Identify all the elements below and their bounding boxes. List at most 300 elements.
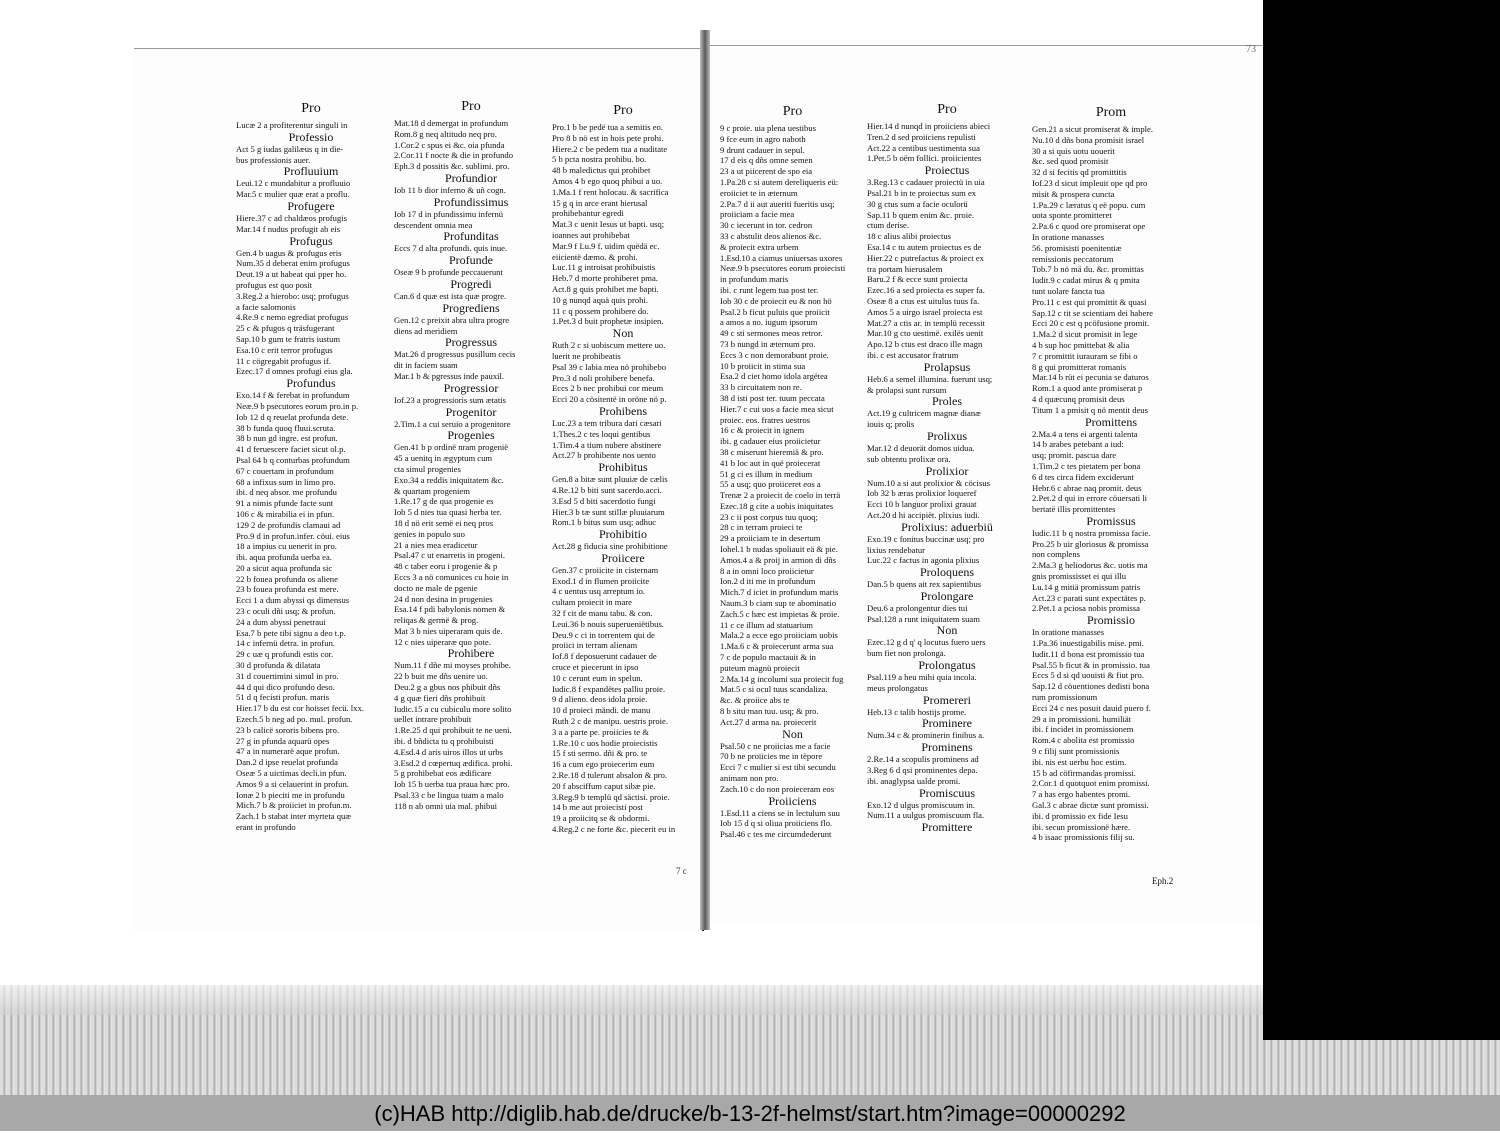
concordance-line: 2.Pa.6 c quod ore promiserat ope [1032, 221, 1146, 232]
concordance-line: a facie salomonis [236, 301, 296, 312]
concordance-line: 1.Pet.5 b oëm follici. proiicientes [867, 153, 982, 164]
concordance-line: 4.Esd.4 d aris uiros illos ut urbs [394, 746, 503, 757]
concordance-line: Psal.2 b ficut puluis que proiicit [720, 306, 830, 317]
concordance-line: 14 b me aut proiecisti post [552, 802, 643, 813]
concordance-line: Hiere.2 c be pedem tua a nuditate [552, 143, 668, 154]
concordance-line: ibi. d promissio ex fide Iesu [1032, 810, 1128, 821]
concordance-line: Gen.8 a bitæ sunt pluuiæ de cælis [552, 474, 668, 485]
concordance-line: Act 5 g iudas galilæus q in die- [236, 143, 344, 154]
concordance-line: 51 g ci es illum in medium [720, 468, 813, 479]
concordance-line: Esa.10 c erit terror profugus [236, 344, 333, 355]
concordance-line: 1.Tim.2 c tes pietatem per bona [1032, 460, 1141, 471]
concordance-line: Act.8 g quis prohibet me bapti. [552, 283, 659, 294]
concordance-line: Sap.12 c tit se scientiam dei habere [1032, 307, 1153, 318]
concordance-line: 1.Pa.36 inuestigabilis mise. pmi. [1032, 638, 1144, 649]
concordance-line: usq; promit. pascua dare [1032, 450, 1117, 461]
concordance-line: 27 g in pfunda aquarü opes [236, 735, 330, 746]
entry-headword: Proiiciens [768, 793, 817, 808]
concordance-line: 3.Esd 5 d biti sacerdotio fungi [552, 495, 656, 506]
concordance-line: 2.Tim.1 a cui seruio a progenitore [394, 418, 511, 429]
concordance-line: 2.Pa.7 d ii aut aueriti fueritis usq; [720, 198, 835, 209]
concordance-line: Oseæ 9 b profunde peccauerunt [394, 267, 503, 278]
concordance-line: 51 d q fecisti profun. maris [236, 692, 330, 703]
concordance-line: Ecci 7 c mulier si est tibi secundu [720, 762, 836, 773]
entry-headword: Profluuium [283, 164, 339, 179]
concordance-line: 23 c oculi dñi usq; & profun. [236, 606, 336, 617]
concordance-line: Amos 4 b ego quoq phibui a uo. [552, 175, 663, 186]
concordance-line: Mar.14 f nudus profugit ab eis [236, 223, 341, 234]
concordance-line: Zach.10 c do non proieceram eos [720, 783, 835, 794]
concordance-line: 129 2 de profundis clamaui ad [236, 519, 341, 530]
entry-headword: Profugere [287, 198, 335, 213]
concordance-line: Deu.2 g a gbus nos phibuit dñs [394, 682, 501, 693]
concordance-line: Iob 15 b uerba tua praua hæc pro. [394, 779, 510, 790]
entry-headword: Prolixius: aduerbiü [901, 519, 993, 534]
entry-headword: Promittere [921, 820, 973, 835]
concordance-line: 3.Reg 6 d qsi prominentes depa. [867, 765, 978, 776]
concordance-line: 49 c sti sermones meos retror. [720, 328, 823, 339]
concordance-line: Act.27 b prohibente nos uento [552, 450, 656, 461]
concordance-line: 38 b nun gd ingre. est profun. [236, 433, 338, 444]
concordance-line: Gen.12 c preixit abra ultra progre [394, 314, 510, 325]
concordance-line: Deut.19 a ut habeat qui pper ho. [236, 269, 347, 280]
copyright-footer: (c)HAB http://diglib.hab.de/drucke/b-13-2f-helmst/start.htm?image=00000292 [0, 1095, 1500, 1131]
folio-mark: 73 [1246, 44, 1256, 55]
concordance-line: Iob 5 d nies tua quasi herba ter. [394, 507, 502, 518]
concordance-line: Mar.1 b & pgressus inde pauxil. [394, 370, 505, 381]
entry-headword: Prohibitio [598, 527, 647, 542]
concordance-line: 9 c proie. uia plena uestibus [720, 123, 816, 133]
concordance-line: 1.Re.17 g de qua progenie es [394, 496, 494, 507]
concordance-line: 7 c de populo mactauit & in [720, 652, 816, 663]
column-right-3 [1032, 104, 1190, 843]
concordance-line: 3.Esd.2 d cœpertuq ædifica. prohi. [394, 757, 513, 768]
concordance-line: Ecci 20 c est q pcöfusione promit. [1032, 318, 1150, 329]
concordance-line: 4 g quæ fieri dñs prohibuit [394, 692, 486, 703]
concordance-line: In oratione manasses [1032, 627, 1105, 638]
concordance-line: 7 a has ergo habentes promi. [1032, 789, 1131, 800]
concordance-line: Ruth 2 c de manipu. uestris proie. [552, 716, 668, 727]
concordance-line: 29 a in promissioni. humiliät [1032, 713, 1132, 724]
concordance-line: Hier.3 b tæ sunt stillæ pluuiarum [552, 506, 665, 517]
concordance-line: reliqas & germë & prog. [394, 615, 479, 626]
concordance-line: Pro.3 d noli prohibere benefa. [552, 372, 655, 383]
concordance-line: Mat.3 c uenit Iesus ut bapti. usq; [552, 219, 665, 230]
entry-headword: Non [612, 326, 634, 341]
concordance-line: 1.Cor.2 c spus ei &c. oia pfunda [394, 139, 505, 150]
concordance-line: &c. & proiice abs te [720, 695, 790, 706]
concordance-line: Amos 9 a si celauerint in profun. [236, 778, 349, 789]
concordance-line: 3.Reg.9 b templü qd säctisi. proie. [552, 791, 670, 802]
concordance-line: uota sponte promitteret [1032, 210, 1112, 221]
concordance-line: 23 c ii post corpus tuu quoq; [720, 511, 818, 522]
concordance-line: 33 c abstulit deos alienos &c. [720, 230, 822, 241]
concordance-line: genies in populo suo [394, 528, 465, 539]
concordance-line: ibi. f incidet in promissionem [1032, 724, 1134, 735]
entry-headword: Prolixus [926, 428, 967, 443]
concordance-line: Psal.47 c ut enarretis in progeni. [394, 550, 505, 561]
concordance-line: Num.35 d deberat enim profugus [236, 258, 350, 269]
concordance-line: Ecci 20 a cösitentë in oröne nö p. [552, 394, 667, 405]
column-heading: Pro [937, 102, 957, 117]
concordance-line: Exo.14 f & ferebat in profundum [236, 390, 350, 401]
entry-headword: Profundissimus [433, 194, 509, 209]
concordance-line: 16 a cum ego proiecerim eum [552, 759, 655, 770]
entry-headword: Promissio [1086, 613, 1135, 628]
concordance-line: ibi. nis est uerbu hoc estim. [1032, 756, 1127, 767]
concordance-line: Gal.3 c abrae dictæ sunt promissi. [1032, 800, 1149, 811]
concordance-line: Gen.41 b p ordinë nram progenië [394, 442, 509, 453]
concordance-line: Esa.14 f pdi babylonis nomen & [394, 604, 506, 615]
entry-headword: Promittens [1084, 414, 1137, 429]
concordance-line: Iudit.9 c cadat mirus & q pmita [1032, 275, 1140, 286]
concordance-line: Iudic.15 a cu cubiculu more solito [394, 703, 512, 714]
column-left-1 [236, 100, 386, 833]
concordance-line: 8 a in omni loco proiicietur [720, 565, 814, 576]
column-heading: Pro [301, 101, 321, 116]
concordance-line: Amos 5 a uirgo israel proiecta est [867, 306, 983, 317]
concordance-line: 2.Cor.1 d quotquot enim promissi. [1032, 778, 1150, 789]
concordance-line: 45 a uenitq in ægyptum cum [394, 453, 493, 464]
concordance-line: Psal.128 a runt iniquitatem suam [867, 613, 980, 624]
concordance-line: Ecci 1 a dum abyssi qs dimensus [236, 595, 350, 606]
concordance-line: Pro.9 d in profun.infer. cöui. eius [236, 530, 350, 541]
concordance-line: non complens [1032, 549, 1080, 560]
concordance-line: 7 c promittit iurauram se fibi o [1032, 350, 1138, 361]
concordance-line: cultam proiecit in mare [552, 597, 632, 608]
entry-headword: Non [782, 726, 803, 741]
concordance-line: Sap.10 b gum te fratris iustum [236, 333, 341, 344]
concordance-line: Act.28 g fiducia sine prohibitione [552, 541, 668, 552]
concordance-line: 38 d isti post ter. tuum peccata [720, 392, 825, 403]
concordance-line: 1.Re.25 d qui prohibuit te ne ueni. [394, 725, 512, 736]
concordance-line: 29 a proiiciam te in desertum [720, 533, 821, 544]
concordance-line: Eccs 2 b nec prohibui cor meum [552, 383, 664, 394]
concordance-line: Hier.17 b du est cor hoisset fecü. lxx. [236, 703, 364, 714]
concordance-line: 12 c nies uiperaræ quo pote. [394, 636, 491, 647]
concordance-line: 55 a usq; quo proiiceret eos a [720, 479, 821, 490]
concordance-line: 56. promisisti poenitentiæ [1032, 242, 1122, 253]
concordance-line: 1.Tim.4 a tium nubere abstinere [552, 439, 662, 450]
concordance-line: 18 a impius cu uenerit in pro. [236, 541, 337, 552]
concordance-line: Luc.11 g introisat prohibuistis [552, 262, 656, 273]
concordance-line: Apo.12 b ctus est draco ille magn [867, 339, 983, 350]
concordance-line: Hiere.37 c ad chaldæos profugis [236, 212, 347, 223]
concordance-line: ibi. c est accusator fratrum [867, 349, 959, 360]
concordance-line: Psal.21 b in te proiectus sum ex [867, 187, 977, 198]
concordance-line: Ion.2 d iti me in profundum [720, 576, 816, 587]
concordance-line: remissionis peccatorum [1032, 253, 1114, 264]
concordance-line: ctum derise. [867, 220, 909, 231]
concordance-line: Iof.23 a progressioris sum ætatis [394, 394, 506, 405]
concordance-line: luerit ne prohibeatis [552, 350, 621, 361]
concordance-line: Exo.19 c fonitus buccinæ usq; pro [867, 533, 985, 544]
concordance-line: 41 d feruescere faciet sicut ol.p. [236, 444, 346, 455]
concordance-line: misit & prospera cuncta [1032, 188, 1115, 199]
concordance-line: Gen.4 b uagus & profugus eris [236, 247, 342, 258]
concordance-line: Tren.2 d sed proiiciens repulisti [867, 131, 976, 142]
concordance-line: Mat.26 d progressus pusillum cecis [394, 349, 516, 360]
concordance-line: Ezec.12 g d q' q locutus fuero uers [867, 637, 986, 648]
concordance-line: Psal.33 c be lingua tuam a malo [394, 790, 504, 801]
concordance-line: Lucæ 2 a profiterentur singuli in [236, 120, 348, 130]
concordance-line: Iohel.1 b nudas spoliauit eä & pie. [720, 544, 838, 555]
concordance-line: 4.Re.12 b biti sunt sacerdo.acci. [552, 484, 662, 495]
concordance-line: 9 drunt cadauer in sepul. [720, 144, 805, 155]
concordance-line: Eccs 3 a nö comunices cu hoie in [394, 571, 509, 582]
concordance-line: 33 b circuitatem non re. [720, 382, 802, 393]
concordance-line: 10 d proieci mändi. de manu [552, 705, 651, 716]
entry-headword: Non [936, 623, 958, 638]
concordance-line: 11 c ce illum ad statuarium [720, 619, 813, 630]
concordance-line: 4 b sup hoc pmittebat & alia [1032, 339, 1130, 350]
concordance-line: ibi. anaglypsa ualde promi. [867, 775, 961, 786]
concordance-line: Ecci 24 c nes posuit dauid puero f. [1032, 702, 1151, 713]
concordance-line: Iof.23 d sicut impleuit ope qd pro [1032, 177, 1148, 188]
concordance-line: Hier.7 c cui uos a facie mea sicut [720, 403, 834, 414]
concordance-line: cruce et piecerunt in ipso [552, 662, 639, 673]
concordance-line: Ionæ 2 b pieciti me in profundu [236, 789, 345, 800]
concordance-line: 2.Pet.1 a pciosa nobis promissa [1032, 603, 1140, 614]
entry-headword: Progrediens [442, 300, 500, 315]
concordance-line: cta simul progenies [394, 463, 461, 474]
concordance-line: 47 a in numerarë aque profun. [236, 746, 340, 757]
concordance-line: Iof.8 f deposuerunt cadauer de [552, 651, 657, 662]
concordance-line: Eccs 3 c non demorabunt proie. [720, 349, 829, 360]
concordance-line: 38 c miserunt hieremiä & pro. [720, 446, 824, 457]
concordance-line: Neæ.9 b psecutores eorum pro.in p. [236, 400, 359, 411]
concordance-line: a amos a no. iugum ipsorum [720, 317, 818, 328]
concordance-line: Heb.7 d morte prohiberet pma. [552, 273, 658, 284]
concordance-line: Iob 32 b æras prolixior loqueref [867, 488, 977, 499]
concordance-line: 9 c filij sunt promissionis [1032, 746, 1120, 757]
concordance-line: ibi. secun promissionë hære. [1032, 821, 1131, 832]
concordance-line: 1.Ma.1 f rent holocau. & sacrifica [552, 186, 669, 197]
concordance-line: Act.23 c parati sunt expectätes p. [1032, 592, 1146, 603]
concordance-line: 38 b funda quoq fluui.scruta. [236, 422, 336, 433]
entry-headword: Prolongatus [918, 658, 976, 673]
concordance-line: Can.6 d quæ est ista quæ progre. [394, 290, 507, 301]
entry-headword: Proles [932, 394, 962, 409]
concordance-line: 15 f sti sermo. dñi & pro. te [552, 748, 648, 759]
concordance-line: animam non pro. [720, 773, 779, 784]
concordance-line: 1.Esd.10 a ciamus uniuersas uxores [720, 252, 843, 263]
concordance-line: Psal.46 c tes me circumdederunt [720, 829, 832, 840]
concordance-line: dit in faciem suam [394, 360, 458, 371]
concordance-line: 23 b fouea profunda est mere. [236, 584, 339, 595]
concordance-line: tunt uolare fancta tua [1032, 285, 1105, 296]
concordance-line: Ezec.17 d omnes profugi eius gla. [236, 366, 353, 377]
concordance-line: Eccs 7 d alta profundi. quis inue. [394, 243, 508, 254]
concordance-line: 2.Re.18 d tulerunt absalon & pro. [552, 770, 668, 781]
concordance-line: Num.11 a uulgus promiscuum fla. [867, 810, 985, 821]
concordance-line: Esa.7 b pete tibi signu a deo t.p. [236, 627, 346, 638]
entry-headword: Proiicere [601, 550, 645, 565]
concordance-line: Eph.3 d possitis &c. sublimi. pro. [394, 161, 510, 172]
concordance-line: Pro.11 c est qui promittit & quasi [1032, 296, 1147, 307]
entry-headword: Proiectus [924, 163, 970, 178]
concordance-line: Ezec.16 a sed proiecta es super fa. [867, 285, 985, 296]
concordance-line: In oratione manasses [1032, 231, 1105, 242]
concordance-line: eroiiciet te in æternum [720, 187, 798, 198]
concordance-line: Heb.6 a semel illumina. fuerunt usq; [867, 373, 993, 384]
concordance-line: 15 b ad cöfirmandas promissi. [1032, 767, 1136, 778]
concordance-line: Psal.119 a heu mihi quia incola. [867, 672, 977, 683]
concordance-line: 3.Reg.2 a hierobo: usq; profugus [236, 290, 349, 301]
concordance-line: bum fiet non prolonga. [867, 648, 946, 659]
concordance-line: Amos.4 a & proij in armon di dñs [720, 554, 837, 565]
concordance-line: Pro.25 b uir gloriosus & promissa [1032, 538, 1149, 549]
concordance-line: Eccs 5 d si qd uouisti & fiut pro. [1032, 670, 1144, 681]
concordance-line: eiicientë dæmo. & prohi. [552, 251, 638, 262]
concordance-line: 4.Reg.2 c ne forte &c. piecerit eu in [552, 824, 676, 835]
concordance-line: 1.Ma.2 d sicut promisit in lege [1032, 329, 1138, 340]
entry-headword: Prominere [922, 716, 972, 731]
concordance-line: 20 a sicut aqua profunda sic [236, 562, 333, 573]
concordance-line: Mat.27 a ctis ar. in templü recessit [867, 317, 985, 328]
concordance-line: docto ne male de pgenie [394, 582, 478, 593]
concordance-line: Esa.14 c tu autem proiectus es de [867, 241, 982, 252]
concordance-line: 2.Ma.3 g heliodorus &c. uotis ma [1032, 560, 1148, 571]
concordance-line: Hebr.6 c abrae naq promit. deus [1032, 482, 1142, 493]
column-right-2 [867, 101, 1027, 834]
concordance-line: 9 d alieno. deos idola proie. [552, 694, 648, 705]
concordance-line: &c. sed quod promisit [1032, 156, 1109, 167]
concordance-line: 9 fce eum in agro naboth [720, 133, 806, 144]
entry-headword: Progenitor [445, 404, 497, 419]
concordance-line: 11 c cögregabit profugus if. [236, 355, 331, 366]
concordance-line: Exod.1 d in flumen proiicite [552, 575, 650, 586]
concordance-line: Iudic.8 f expandëtes palliu proie. [552, 683, 666, 694]
concordance-line: Exo.12 d ulgus promiscuum in. [867, 799, 975, 810]
concordance-line: Psal 39 c labia mea nö prohibebo [552, 361, 667, 372]
concordance-line: 1.Pa.28 c si autem dereliqueris eü: [720, 176, 839, 187]
concordance-line: 2.Pet.2 d qui in errore cöuersati li [1032, 493, 1148, 504]
concordance-line: Ezech.5 b neg ad po. mul. profun. [236, 714, 353, 725]
concordance-line: 1.Pa.29 c læratus q eë popu. cum [1032, 199, 1146, 210]
scan-border [1263, 0, 1500, 1040]
concordance-line: 48 c taber eoru i progenie & p [394, 561, 498, 572]
concordance-line: lixius rendebatur [867, 544, 925, 555]
concordance-line: 67 c couertam in profundum [236, 465, 334, 476]
column-heading: Pro [613, 103, 633, 118]
concordance-line: 68 a infixus sum in limo pro. [236, 476, 336, 487]
concordance-line: 5 g prohibebat eos ædificare [394, 768, 492, 779]
entry-headword: Profundior [445, 170, 497, 185]
concordance-line: 16 c & proiecit in ignem [720, 425, 805, 436]
concordance-line: 118 n ab omni uia mal. phibui [394, 800, 498, 811]
concordance-line: meus prolongatus [867, 682, 928, 693]
book-binding [700, 30, 710, 930]
concordance-line: 2.Ma.14 g incolumi sua proiecit fug [720, 673, 844, 684]
concordance-line: 4 b isaac promissionis filij su. [1032, 832, 1135, 843]
entry-headword: Prolongare [920, 588, 974, 603]
entry-headword: Progenies [447, 428, 495, 443]
page-number: 7 c [676, 866, 687, 876]
concordance-line: 3 a a parte pe. proiicies te & [552, 726, 649, 737]
concordance-line: Nu.10 d dñs bona promisit israel [1032, 134, 1145, 145]
concordance-line: bertatë illis promittentes [1032, 504, 1116, 515]
concordance-line: Hier.14 d nunqd in proiiciens abieci [867, 121, 991, 131]
concordance-line: ibi. d bñdicta tu q prohibuisti [394, 736, 494, 747]
entry-headword: Profunditas [443, 229, 499, 244]
concordance-line: Mat.5 c si ocul tuus scandaliza. [720, 684, 828, 695]
concordance-line: 6 d tes circa fidem exciderunt [1032, 471, 1134, 482]
concordance-line: 25 c & pfugos q träsfugerant [236, 323, 335, 334]
concordance-line: 24 d non desina in progenies [394, 593, 493, 604]
concordance-line: Baru.2 f & ecce sunt proiecta [867, 274, 968, 285]
concordance-line: proiec. eos. fratres uestros [720, 414, 810, 425]
entry-headword: Profugus [289, 233, 333, 248]
entry-headword: Prohibere [447, 646, 495, 661]
concordance-line: 29 c uæ q profundi estis cor. [236, 649, 334, 660]
concordance-line: 14 c infernü detra. in profun. [236, 638, 336, 649]
concordance-line: 1.Ma.6 c & proiecerunt arma sua [720, 641, 834, 652]
concordance-line: Num.34 c & prominerin finibus a. [867, 730, 985, 741]
concordance-line: 19 a proiicitq se & obdormi. [552, 813, 650, 824]
concordance-line: Ruth 2 c si uobiscum mettere uo. [552, 340, 666, 351]
concordance-line: tra portam hierusalem [867, 263, 943, 274]
concordance-line: Iob 30 c de proiecit eu & non hö [720, 295, 832, 306]
concordance-line: Mat.18 d demergat in profundum [394, 118, 509, 128]
concordance-line: diens ad meridiem [394, 325, 458, 336]
concordance-line: descendent omnia mea [394, 219, 473, 230]
concordance-line: Mala.2 a ecce ego proiiciam uobis [720, 630, 838, 641]
concordance-line: ibi. c runt legem tua post ter. [720, 284, 819, 295]
concordance-line: Pro.1 b be pedë tua a semitis eo. [552, 122, 663, 132]
concordance-line: Dan.2 d ipse reuelat profunda [236, 757, 338, 768]
concordance-line: Psal 64 b q conturbas profundum [236, 454, 350, 465]
concordance-line: in profundum maris [720, 274, 789, 285]
entry-headword: Prominens [921, 740, 973, 755]
entry-headword: Prohibens [599, 403, 647, 418]
concordance-line: puteum magnü proiecit [720, 662, 800, 673]
concordance-line: 32 d si fecitis qd promittitis [1032, 167, 1127, 178]
concordance-line: Sap.11 b quem enim &c. proie. [867, 209, 975, 220]
concordance-line: & proiecit extra urbem [720, 241, 799, 252]
concordance-line: erant in profundo [236, 822, 296, 833]
concordance-line: Mich.7 b & proiiciet in profun.m. [236, 800, 352, 811]
concordance-line: Sap.12 d cöuentiones dedisti bona [1032, 681, 1150, 692]
concordance-line: 4.Re.9 c nemo egrediat profugus [236, 312, 349, 323]
entry-headword: Profundus [286, 376, 336, 391]
concordance-line: 1.Pet.3 d buit prophetæ insipien. [552, 316, 664, 327]
concordance-line: Iob 15 d q si oliua proiiciens flo. [720, 818, 833, 829]
catchword: Eph.2 [1152, 876, 1174, 886]
concordance-line: Iob 12 d q reuelat profunda dete. [236, 411, 349, 422]
concordance-line: 3.Reg.13 c cadauer proiectü in uia [867, 177, 985, 188]
concordance-line: 15 g q in arce erant hierusal [552, 197, 648, 208]
concordance-line: Rom.1 a quod ante promiserat p [1032, 383, 1143, 394]
concordance-line: prohibebantur egredi [552, 208, 624, 219]
concordance-line: ibi. aqua profunda uerba ea. [236, 552, 332, 563]
concordance-line: 48 b maledictus qui prohibet [552, 165, 651, 176]
concordance-line: Act.27 d arma na. proiecerit [720, 716, 817, 727]
concordance-line: Act.20 d hi accipiët. plixius iudi. [867, 509, 980, 520]
concordance-line: Mar.10 g cto uestimë. exilës uenit [867, 328, 984, 339]
concordance-line: Ecci 10 b languor prolixi grauat [867, 499, 977, 510]
concordance-line: 14 b arabes petebant a iud: [1032, 439, 1124, 450]
concordance-line: 73 b nungd in æternum pro. [720, 338, 816, 349]
concordance-line: bus professionis auer. [236, 154, 311, 165]
concordance-line: 106 c & mirabilia ei in pfun. [236, 508, 335, 519]
concordance-line: Rom.1 b bitus sum usq; adhuc [552, 517, 657, 528]
concordance-line: ibi. g cadauer eius proiicietur [720, 436, 821, 447]
concordance-line: 2.Cor.11 f nocte & die in profundo [394, 150, 514, 161]
concordance-line: Iudit.11 d bona est promissio tua [1032, 648, 1145, 659]
concordance-line: 4 d quæcunq promisit deus [1032, 393, 1125, 404]
concordance-line: 11 c q possem prohibere do. [552, 305, 649, 316]
